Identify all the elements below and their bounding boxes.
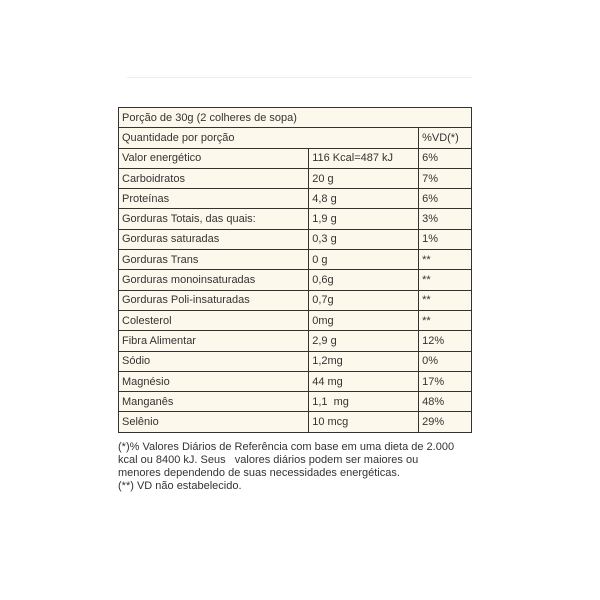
nutrient-amount: 1,9 g [309, 209, 419, 229]
nutrient-daily-value: 7% [419, 168, 472, 188]
footnote-line: (*)% Valores Diários de Referência com base em uma dieta de 2.000 [118, 441, 455, 453]
nutrient-row-energy [119, 148, 472, 168]
nutrient-name: Sódio [119, 351, 309, 371]
nutrient-name: Gorduras Totais, das quais: [119, 209, 309, 229]
nutrient-name: Selênio [119, 412, 309, 432]
nutrient-name: Gorduras Trans [119, 250, 309, 270]
nutrient-row-proteins [119, 189, 472, 209]
nutrient-row-cholesterol [119, 310, 472, 330]
nutrient-amount: 0,7g [309, 290, 419, 310]
nutrient-row-total-fat [119, 209, 472, 229]
nutrient-amount: 0,3 g [309, 229, 419, 249]
nutrient-row-selenium [119, 412, 472, 432]
nutrient-name: Carboidratos [119, 168, 309, 188]
nutrient-daily-value: 1% [419, 229, 472, 249]
nutrient-daily-value: ** [419, 270, 472, 290]
nutrient-amount: 10 mcg [309, 412, 419, 432]
nutrient-name: Fibra Alimentar [119, 331, 309, 351]
nutrient-row-manganese [119, 392, 472, 412]
nutrient-name: Gorduras monoinsaturadas [119, 270, 309, 290]
nutrient-name: Gorduras Poli-insaturadas [119, 290, 309, 310]
serving-size: Porção de 30g (2 colheres de sopa) [119, 108, 472, 128]
nutrient-row-magnesium [119, 371, 472, 391]
nutrient-name: Manganês [119, 392, 309, 412]
nutrient-amount: 0 g [309, 250, 419, 270]
top-divider [127, 77, 472, 78]
nutrient-daily-value: ** [419, 250, 472, 270]
footnote-line: (**) VD não estabelecido. [118, 480, 242, 492]
nutrient-row-saturated-fat [119, 229, 472, 249]
nutrient-daily-value: 3% [419, 209, 472, 229]
nutrient-daily-value: 48% [419, 392, 472, 412]
nutrition-facts-table [118, 107, 472, 433]
nutrient-row-trans-fat [119, 250, 472, 270]
nutrient-daily-value: ** [419, 310, 472, 330]
nutrient-amount: 1,2mg [309, 351, 419, 371]
nutrient-row-polyunsaturated-fat [119, 290, 472, 310]
nutrient-daily-value: 6% [419, 189, 472, 209]
nutrient-amount: 1,1 mg [309, 392, 419, 412]
nutrient-amount: 116 Kcal=487 kJ [309, 148, 419, 168]
nutrient-daily-value: 6% [419, 148, 472, 168]
nutrient-amount: 2,9 g [309, 331, 419, 351]
nutrient-name: Gorduras saturadas [119, 229, 309, 249]
nutrient-amount: 44 mg [309, 371, 419, 391]
nutrient-row-fiber [119, 331, 472, 351]
footnotes [118, 441, 474, 493]
nutrient-name: Valor energético [119, 148, 309, 168]
nutrient-amount: 0,6g [309, 270, 419, 290]
nutrient-amount: 0mg [309, 310, 419, 330]
quantity-per-serving-header: Quantidade por porção [119, 128, 419, 148]
nutrient-daily-value: 29% [419, 412, 472, 432]
nutrient-name: Colesterol [119, 310, 309, 330]
nutrient-amount: 4,8 g [309, 189, 419, 209]
nutrient-daily-value: ** [419, 290, 472, 310]
nutrient-row-sodium [119, 351, 472, 371]
footnote-line: kcal ou 8400 kJ. Seus valores diários podem ser maiores ou [118, 454, 419, 466]
serving-row [119, 108, 472, 128]
nutrient-row-carbohydrates [119, 168, 472, 188]
daily-value-header: %VD(*) [419, 128, 472, 148]
nutrient-name: Magnésio [119, 371, 309, 391]
header-row [119, 128, 472, 148]
nutrient-daily-value: 17% [419, 371, 472, 391]
nutrient-name: Proteínas [119, 189, 309, 209]
nutrient-daily-value: 12% [419, 331, 472, 351]
footnote-line: menores dependendo de suas necessidades energéticas. [118, 467, 400, 479]
nutrient-daily-value: 0% [419, 351, 472, 371]
nutrient-amount: 20 g [309, 168, 419, 188]
nutrient-row-monounsaturated-fat [119, 270, 472, 290]
